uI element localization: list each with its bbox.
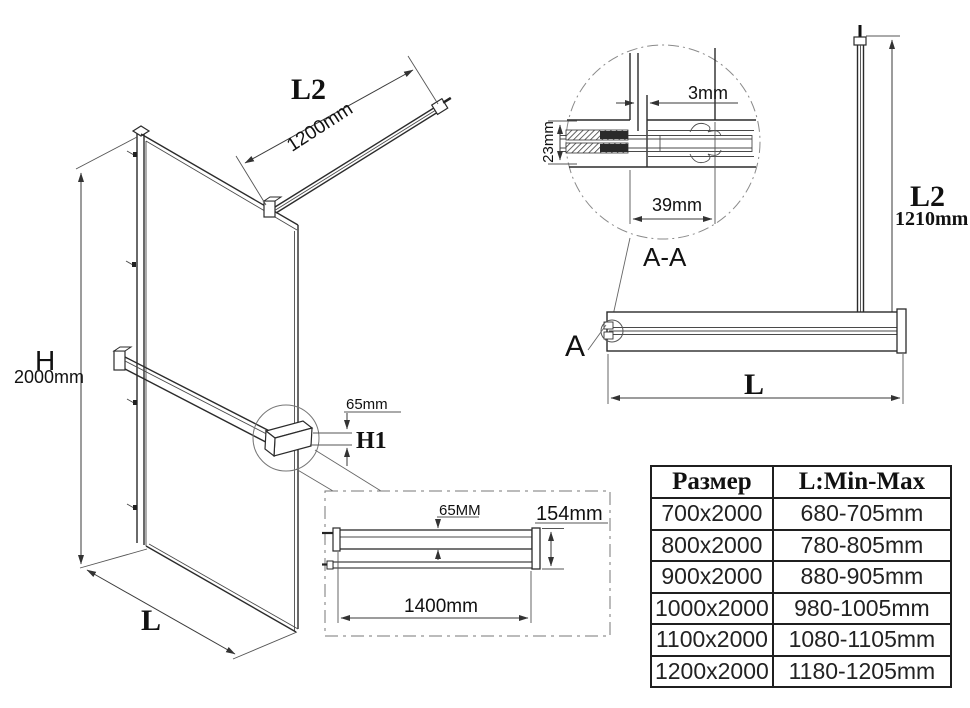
section-detail xyxy=(540,45,760,320)
table-row xyxy=(651,624,951,656)
plan-width-dimension xyxy=(608,354,903,404)
inset-dimension xyxy=(630,122,715,224)
rod-top xyxy=(600,131,628,139)
height-value: 2000mm xyxy=(14,367,85,387)
size-cell: 1200x2000 xyxy=(651,656,773,688)
section-leader xyxy=(612,238,630,320)
elevation-bar-dimension xyxy=(866,36,969,330)
detail-leader-2 xyxy=(315,450,381,491)
inset-value: 39mm xyxy=(652,195,703,215)
rail-left-cap xyxy=(114,351,125,370)
marker-a-label: A xyxy=(565,330,586,363)
bar-clamp xyxy=(264,201,275,217)
plan-view xyxy=(565,309,906,404)
mount-rail-cap xyxy=(327,561,333,569)
elevation-bar-label: L2 xyxy=(910,180,946,213)
plan-panel xyxy=(607,312,905,351)
support-bar xyxy=(264,94,455,217)
profile-height-dimension xyxy=(540,121,577,164)
mount-rail xyxy=(333,562,532,568)
rail-offset-value: 65mm xyxy=(346,396,388,413)
gap-dimension xyxy=(616,83,738,103)
rod-bottom xyxy=(600,144,628,152)
detail-leader-1 xyxy=(296,469,333,491)
overall-height-value: 154mm xyxy=(536,503,603,525)
size-cell: 900x2000 xyxy=(651,561,773,593)
size-cell: 1100x2000 xyxy=(651,624,773,656)
rail-end-plate xyxy=(532,528,540,569)
width-dimension xyxy=(80,549,297,659)
rail-cap-left xyxy=(333,528,340,551)
size-table xyxy=(650,465,952,688)
rail-length-value: 1400mm xyxy=(404,596,478,617)
size-table-header-row xyxy=(651,466,951,498)
bar-value: 1200mm xyxy=(283,98,357,157)
size-cell: 1000x2000 xyxy=(651,593,773,625)
width-label: L xyxy=(141,604,162,637)
range-cell: 680-705mm xyxy=(773,498,951,530)
overall-height-dimension xyxy=(535,503,608,569)
mounting-screws xyxy=(126,151,137,510)
range-cell: 880-905mm xyxy=(773,561,951,593)
profile-height-value: 23mm xyxy=(540,121,557,163)
plan-wall-profile xyxy=(897,309,906,353)
rail-end-return xyxy=(265,421,312,456)
bar-end-cap xyxy=(432,94,455,114)
range-cell: 780-805mm xyxy=(773,530,951,562)
elevation-bar-value: 1210mm xyxy=(895,208,969,230)
rail-detail-view xyxy=(322,491,610,636)
range-cell: 980-1005mm xyxy=(773,593,951,625)
plan-left-fitting-2 xyxy=(604,332,613,339)
rail-drawing xyxy=(322,528,540,569)
table-row xyxy=(651,561,951,593)
size-cell: 800x2000 xyxy=(651,530,773,562)
size-table-header-size: Размер xyxy=(651,466,773,498)
table-row xyxy=(651,530,951,562)
height-label: H xyxy=(35,345,56,376)
elevation-view xyxy=(854,25,969,330)
bar-label: L2 xyxy=(291,73,327,106)
rail-height-value: 65MM xyxy=(439,502,481,519)
range-cell: 1180-1205mm xyxy=(773,656,951,688)
size-cell: 700x2000 xyxy=(651,498,773,530)
rail-height-label: H1 xyxy=(356,428,387,454)
section-title: A-A xyxy=(643,242,687,272)
size-table-header-range: L:Min-Max xyxy=(773,466,951,498)
gap-value: 3mm xyxy=(688,83,728,103)
table-row xyxy=(651,593,951,625)
table-row xyxy=(651,498,951,530)
table-row xyxy=(651,656,951,688)
plan-width-label: L xyxy=(743,368,765,401)
top-cap xyxy=(854,37,866,45)
range-cell: 1080-1105mm xyxy=(773,624,951,656)
spring-clip-top xyxy=(690,123,721,136)
